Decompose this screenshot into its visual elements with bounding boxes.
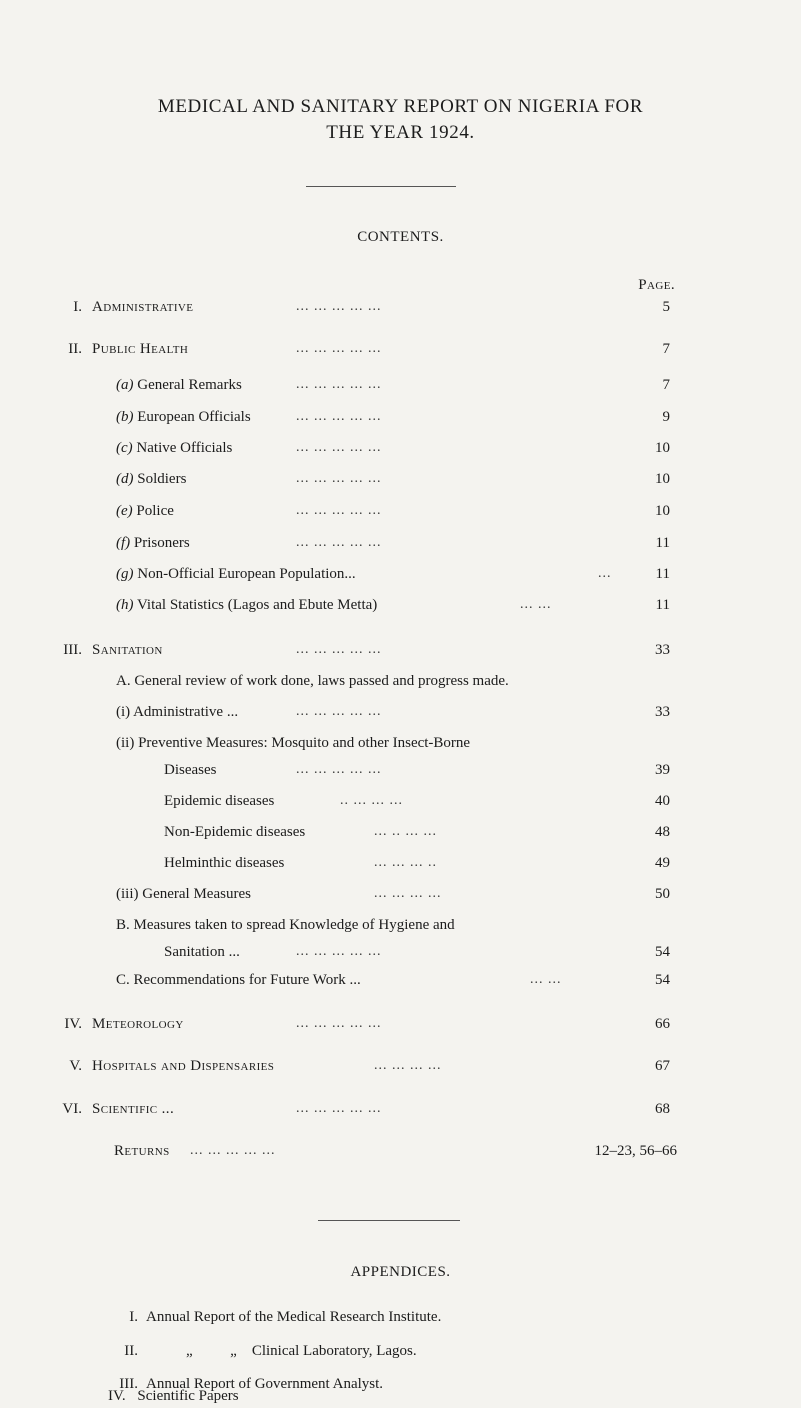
appendix-item-4-visible	[108, 1388, 239, 1406]
item-label: Helminthic diseases	[164, 855, 285, 871]
item-page: 11	[655, 597, 670, 613]
dot-leader: ... ...	[530, 972, 562, 987]
dot-leader: ... ...	[520, 597, 552, 612]
item-page: 11	[655, 566, 670, 582]
dot-leader: ... ... ... ... ...	[296, 944, 382, 959]
appendix-label: Annual Report of Government Analyst.	[146, 1376, 384, 1392]
item-label: Non-Epidemic diseases	[164, 824, 306, 840]
item-label: Soldiers	[137, 471, 187, 487]
item-page: 33	[655, 704, 670, 720]
item-label: Prisoners	[133, 535, 190, 551]
item-page: 11	[655, 535, 670, 551]
contents-heading: CONTENTS.	[357, 229, 444, 245]
item-page: 10	[655, 503, 670, 519]
section-number: III.	[63, 642, 82, 658]
section-number: IV.	[64, 1016, 82, 1032]
item-letter: (g)	[116, 566, 134, 582]
item-letter: (a)	[116, 377, 134, 393]
dot-leader: ... ... ... ...	[374, 1058, 442, 1073]
section-label: Meteorology	[92, 1016, 184, 1032]
dot-leader: ... ... ... ... ...	[296, 1016, 382, 1031]
section-page: 66	[655, 1016, 670, 1032]
item-letter: (d)	[116, 471, 134, 487]
item-page: 54	[655, 944, 670, 960]
section-label: Administrative	[92, 299, 194, 315]
dot-leader: ... ... ... ... ...	[296, 503, 382, 518]
returns-pages: 12–23, 56–66	[594, 1143, 677, 1159]
dot-leader: .. ... ... ...	[340, 793, 403, 808]
section-page: 67	[655, 1058, 670, 1074]
report-title-line-2: THE YEAR 1924.	[326, 122, 475, 143]
section-label: Sanitation	[92, 642, 163, 658]
section-number: VI.	[62, 1101, 82, 1117]
divider-rule-bottom	[318, 1220, 460, 1221]
section-number: V.	[69, 1058, 82, 1074]
item-letter: (e)	[116, 503, 133, 519]
dot-leader: ... ... ... ...	[374, 886, 442, 901]
dot-leader: ...	[598, 566, 612, 581]
item-label: Non-Official European Population...	[137, 566, 356, 582]
dot-leader: ... ... ... ... ...	[296, 409, 382, 424]
item-page: 54	[655, 972, 670, 988]
item-page: 49	[655, 855, 670, 871]
item-page: 10	[655, 440, 670, 456]
divider-rule-top	[306, 186, 456, 187]
dot-leader: ... ... ... ... ...	[296, 642, 382, 657]
dot-leader: ... ... ... ... ...	[190, 1143, 276, 1158]
appendices-heading: APPENDICES.	[350, 1264, 451, 1280]
appendix-label: „ „ Clinical Laboratory, Lagos.	[186, 1343, 417, 1359]
item-label-continued: Diseases	[164, 762, 217, 778]
page-column-heading: Page.	[638, 277, 675, 293]
dot-leader: ... .. ... ...	[374, 824, 437, 839]
dot-leader: ... ... ... ... ...	[296, 299, 382, 314]
dot-leader: ... ... ... ..	[374, 855, 437, 870]
item-label: (ii) Preventive Measures: Mosquito and other Insect-Borne	[116, 735, 471, 751]
item-label: Native Officials	[136, 440, 233, 456]
item-page: 40	[655, 793, 670, 809]
appendix-label: Annual Report of the Medical Research Institute.	[146, 1309, 442, 1325]
section-label: Hospitals and Dispensaries	[92, 1058, 275, 1074]
section-page: 68	[655, 1101, 670, 1117]
appendix-label: Scientific Papers	[137, 1388, 239, 1404]
item-page: 39	[655, 762, 670, 778]
item-label: Vital Statistics (Lagos and Ebute Metta)	[136, 597, 378, 613]
appendix-number: III.	[119, 1376, 138, 1392]
sanitation-part-a-heading: A. General review of work done, laws passed and progress made.	[116, 673, 509, 689]
dot-leader: ... ... ... ... ...	[296, 1101, 382, 1116]
item-page: 7	[662, 377, 670, 393]
item-page: 10	[655, 471, 670, 487]
item-label: Epidemic diseases	[164, 793, 275, 809]
section-label: Scientific ...	[92, 1101, 175, 1117]
item-letter: (f)	[116, 535, 131, 551]
section-number: I.	[73, 299, 82, 315]
report-title-line-1: MEDICAL AND SANITARY REPORT ON NIGERIA FOR	[157, 96, 644, 117]
item-label: (iii) General Measures	[116, 886, 251, 902]
section-page: 33	[655, 642, 670, 658]
item-label: (i) Administrative ...	[116, 704, 239, 720]
item-label: European Officials	[137, 409, 251, 425]
returns-label: Returns	[114, 1143, 170, 1159]
item-label: General Remarks	[137, 377, 242, 393]
dot-leader: ... ... ... ... ...	[296, 377, 382, 392]
section-number: II.	[68, 341, 82, 357]
item-letter: (h)	[116, 597, 134, 613]
section-page: 5	[662, 299, 670, 315]
item-label: C. Recommendations for Future Work ...	[116, 972, 361, 988]
appendix-number: II.	[124, 1343, 138, 1359]
item-page: 50	[655, 886, 670, 902]
item-label: Police	[136, 503, 174, 519]
item-label-continued: Sanitation ...	[164, 944, 240, 960]
dot-leader: ... ... ... ... ...	[296, 762, 382, 777]
item-letter: (b)	[116, 409, 134, 425]
item-page: 9	[662, 409, 670, 425]
dot-leader: ... ... ... ... ...	[296, 341, 382, 356]
appendix-number: I.	[129, 1309, 138, 1325]
dot-leader: ... ... ... ... ...	[296, 471, 382, 486]
appendix-number: IV.	[108, 1388, 126, 1404]
section-page: 7	[662, 341, 670, 357]
item-page: 48	[655, 824, 670, 840]
section-label: Public Health	[92, 341, 189, 357]
dot-leader: ... ... ... ... ...	[296, 704, 382, 719]
item-letter: (c)	[116, 440, 133, 456]
item-label: B. Measures taken to spread Knowledge of Hygiene and	[116, 917, 455, 933]
dot-leader: ... ... ... ... ...	[296, 440, 382, 455]
dot-leader: ... ... ... ... ...	[296, 535, 382, 550]
